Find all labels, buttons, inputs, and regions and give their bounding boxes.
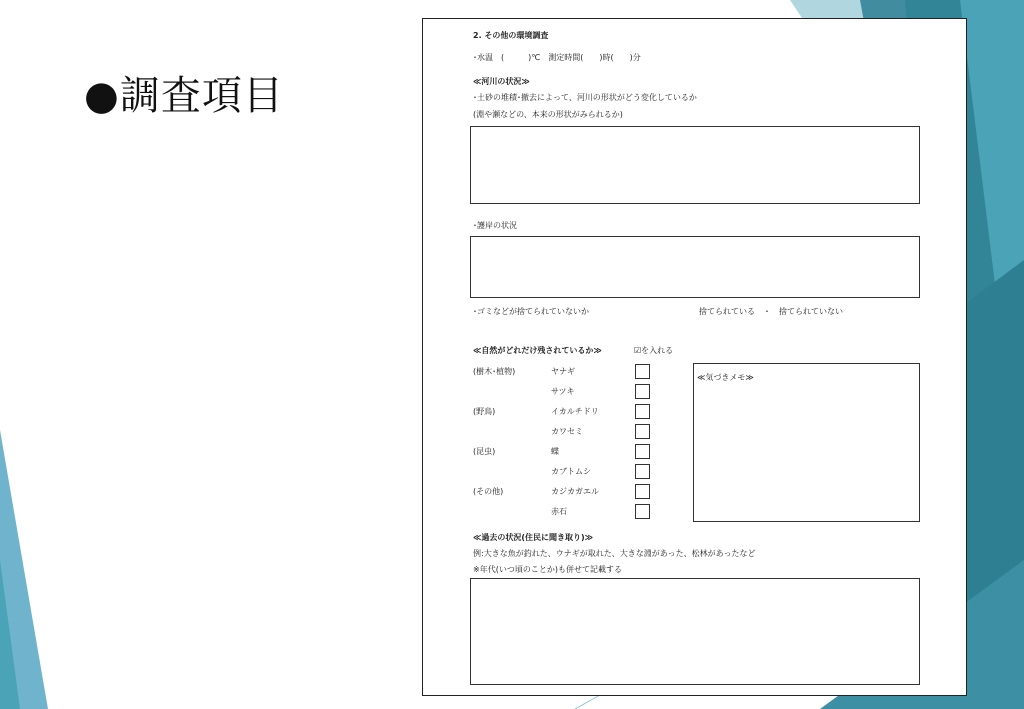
past-answer-box[interactable]	[470, 578, 920, 685]
past-heading: ≪過去の状況(住民に聞き取り)≫	[473, 533, 594, 542]
nature-item: カワセミ	[551, 427, 583, 436]
nature-checkbox[interactable]	[635, 424, 650, 439]
nature-item: 蝶	[551, 447, 559, 456]
nature-item: ヤナギ	[551, 367, 575, 376]
trash-options[interactable]: 捨てられている ・ 捨てられていない	[699, 307, 843, 316]
river-answer-box[interactable]	[470, 126, 920, 204]
slide-title: ●調査項目	[84, 73, 284, 119]
nature-category: (野鳥)	[473, 407, 496, 416]
nature-checkbox[interactable]	[635, 444, 650, 459]
memo-box[interactable]	[693, 363, 920, 522]
nature-heading: ≪自然がどれだけ残されているか≫	[473, 346, 602, 355]
river-question-2: (淵や瀬などの、本来の形状がみられるか)	[473, 110, 623, 119]
nature-item: カジカガエル	[551, 487, 599, 496]
nature-item: 赤石	[551, 507, 567, 516]
nature-checkbox[interactable]	[635, 384, 650, 399]
nature-checkbox[interactable]	[635, 464, 650, 479]
trash-label: ･ゴミなどが捨てられていないか	[473, 307, 589, 316]
nature-item: カブトムシ	[551, 467, 591, 476]
nature-checkbox[interactable]	[635, 364, 650, 379]
bank-label: ･護岸の状況	[473, 221, 517, 230]
nature-category: (その他)	[473, 487, 504, 496]
nature-category: (昆虫)	[473, 447, 496, 456]
check-instruction: ☑を入れる	[634, 346, 674, 355]
past-example: 例:大きな魚が釣れた、ウナギが取れた、大きな淵があった、松林があったなど	[473, 549, 756, 558]
section-title: 2. その他の環境調査	[473, 31, 549, 40]
river-heading: ≪河川の状況≫	[473, 77, 530, 86]
nature-checkbox[interactable]	[635, 484, 650, 499]
nature-item: イカルチドリ	[551, 407, 599, 416]
nature-item: サツキ	[551, 387, 575, 396]
nature-checkbox[interactable]	[635, 404, 650, 419]
memo-label: ≪気づきメモ≫	[697, 373, 754, 382]
survey-form-page	[422, 18, 967, 696]
water-temp-line: ･水温 ( )℃ 測定時間( )時( )分	[473, 53, 641, 62]
past-note: ※年代(いつ頃のことか)も併せて記載する	[473, 565, 622, 574]
bank-answer-box[interactable]	[470, 236, 920, 298]
nature-checkbox[interactable]	[635, 504, 650, 519]
nature-category: (樹木･植物)	[473, 367, 516, 376]
river-question-1: ･土砂の堆積･撤去によって、河川の形状がどう変化しているか	[473, 93, 697, 102]
